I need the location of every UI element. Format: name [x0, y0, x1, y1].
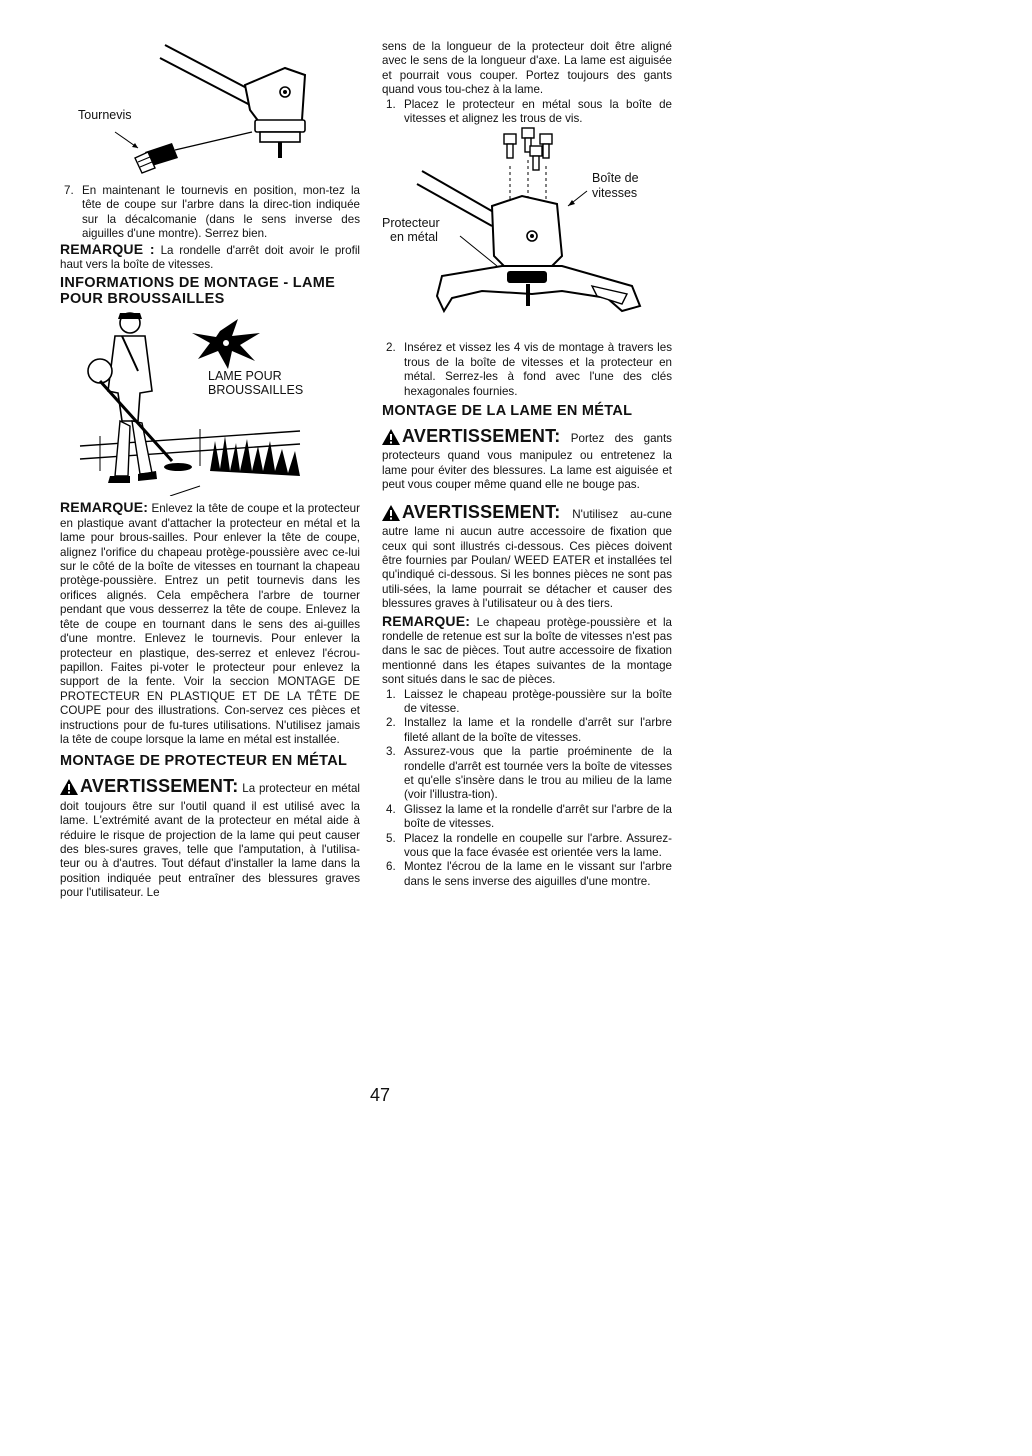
warning-title: AVERTISSEMENT: [402, 501, 561, 522]
warning-title: AVERTISSEMENT: [80, 776, 239, 797]
list-item [382, 745, 672, 803]
step-text: En maintenant le tournevis en position, mon-tez la tête de coupe sur l'arbre dans la direc-tion indiquée sur la décalcomanie (dans le sens inverse des aiguilles d'une montre). Serrez bien. [82, 184, 360, 241]
step-number: 2. [386, 716, 396, 730]
remarque-text: Enlevez la tête de coupe et la protecteur en plastique avant d'attacher la protecteur en métal et la lame pour brous-sailles. Pour enlever la tête de coupe, alignez l'orifice du chapeau protège-poussière avec ce-lui sur le côté de la boîte de vitesses en tournant la chapeau protège-poussière. Entrez un petit tournevis dans les orifices alignés. Cela empêchera l'arbre de tourner pendant que vous desserrez la tête de coupe. Enlevez la tête de coupe en tournant dans le sens des ai-guilles d'une montre. Enlevez le tournevis. Pour enlever la protecteur en plastique, des-serrez et enlevez l'écrou-papillon. Faites pi-voter le protecteur pour enlevez la support de la fente. Voir la seccion MONTAGE DE PROTECTEUR EN PLASTIQUE ET DE LA TÊTE DE COUPE pour des illustrations. Con-servez ces pièces et instructions pour de fu-tures utilisations. N'utilisez jamais la tête de coupe lorsque la lame en métal est installée. [60, 502, 360, 746]
heading-montage-lame: MONTAGE DE LA LAME EN MÉTAL [382, 403, 633, 420]
heading-montage-protecteur: MONTAGE DE PROTECTEUR EN MÉTAL [60, 753, 348, 770]
warning-2 [382, 426, 672, 493]
step-list-protecteur [382, 98, 672, 127]
list-item [60, 184, 360, 242]
warning-title: AVERTISSEMENT: [402, 426, 561, 447]
step-number: 1. [386, 97, 396, 111]
boite-label-1: Boîte de [592, 171, 639, 186]
warning-text: Portez des gants protecteurs quand vous manipulez ou entretenez la lame pour éviter des blessures. La lame est aiguisée et peut vous couper même quand elle ne bouge pas. [382, 432, 672, 492]
right-column [382, 40, 672, 889]
list-item [382, 860, 672, 889]
warning-triangle-icon [382, 505, 400, 525]
remarque-label: REMARQUE : [60, 240, 155, 257]
heading-informations-montage: INFORMATIONS DE MONTAGE - LAME POUR BROUSSAILLES [60, 275, 336, 308]
list-item [382, 98, 672, 127]
step-number: 2. [386, 341, 396, 355]
remarque-1 [60, 242, 360, 273]
warning-text: N'utilisez au-cune autre lame ni aucun autre accessoire de fixation que ceux qui sont illustrés ci-dessous. Ces pièces doivent être fournies par Poulan/ WEED EATER et installées tel qu'indiqué ci-dessous. Si les bonnes pièces ne sont pas utili-sées, la lame pourrait se détacher et causer des blessures graves à l'utilisateur ou à des tiers. [382, 507, 672, 611]
step-text: Installez la lame et la rondelle d'arrêt sur l'arbre fileté allant de la boîte de vitesses. [404, 716, 672, 744]
step-list-lame [382, 688, 672, 890]
step-number: 6. [386, 860, 396, 874]
list-item [382, 688, 672, 717]
screws [504, 128, 552, 170]
protecteur-label-1: Protecteur [382, 216, 440, 231]
lame-broussailles-label-1: LAME POUR [208, 369, 282, 384]
warning-3 [382, 501, 672, 612]
step-text: Laissez le chapeau protège-poussière sur la boîte de vitesse. [404, 687, 672, 715]
remarque-2 [60, 500, 360, 747]
step-text: Placez le protecteur en métal sous la boîte de vitesses et alignez les trous de vis. [404, 97, 672, 126]
page-number: 47 [370, 1085, 391, 1105]
warning-triangle-icon [60, 779, 78, 799]
step-text: Insérez et vissez les 4 vis de montage à travers les trous de la boîte de vitesses et la protecteur en métal. Serrez-les à fond avec l'une des clés hexagonales fournies. [404, 341, 672, 398]
figure-tournevis [60, 40, 360, 180]
list-item [382, 716, 672, 745]
protecteur-label-2: en métal [390, 230, 438, 245]
step-list-7 [60, 184, 360, 242]
step-number: 5. [386, 831, 396, 845]
remarque-label: REMARQUE: [60, 499, 149, 516]
step-number: 4. [386, 802, 396, 816]
step-number: 7. [64, 184, 74, 197]
operator-illustration [60, 311, 360, 496]
figure-protecteur-metal [382, 126, 672, 341]
warning-1 [60, 776, 360, 900]
continued-text: sens de la longueur de la protecteur doit être aligné avec le sens de la longueur d'axe. La lame est aiguisée et pourrait vous couper. Portez toujours des gants quand vous tou-chez à la lame. [382, 40, 672, 97]
list-item [382, 803, 672, 832]
remarque-text: La rondelle d'arrêt doit avoir le profil haut vers la boîte de vitesses. [60, 243, 360, 272]
warning-triangle-icon [382, 429, 400, 449]
step-text: Montez l'écrou de la lame en le vissant sur l'arbre dans le sens inverse des aiguilles d'une montre. [404, 860, 672, 888]
list-item [382, 341, 672, 399]
remarque-text: Le chapeau protège-poussière et la rondelle de retenue est sur la boîte de vitesses n'est pas dans le sac de pièces. Tout autre accessoire de fixation mentionné dans les étapes suivantes de la montage sont situés dans le sac de pièces. [382, 615, 672, 687]
warning-text: La protecteur en métal doit toujours être sur l'outil quand il est utilisé avec la lame. L'extrémité avant de la protecteur en métal aide à réduire le risque de projection de la lame qui peut causer des bles-sures graves, telle que l'amputation, à l'utilisa-teur ou à d'autres. Tout défaut d'installer la lame dans la position indiquée peut entraîner des blessures graves pour l'utilisateur. Le [60, 782, 360, 900]
step-text: Glissez la lame et la rondelle d'arrêt sur l'arbre de la boîte de vitesses. [404, 802, 672, 831]
remarque-3 [382, 614, 672, 688]
remarque-label: REMARQUE: [382, 612, 471, 629]
step-list-protecteur-2 [382, 341, 672, 399]
step-number: 3. [386, 745, 396, 759]
lame-broussailles-label-2: BROUSSAILLES [208, 383, 304, 398]
step-text: Assurez-vous que la partie proéminente de la rondelle d'arrêt est tournée vers la boîte de vitesses et qu'elle s'insère dans le trou au milieu de la lame (voir l'illustra-tion). [404, 745, 672, 802]
step-number: 1. [386, 687, 396, 701]
figure-lame-broussailles [60, 311, 360, 496]
left-column [60, 40, 360, 901]
boite-label-2: vitesses [592, 186, 638, 201]
tournevis-label: Tournevis [78, 108, 132, 122]
step-text: Placez la rondelle en coupelle sur l'arbre. Assurez-vous que la face évasée est orientée vers la lame. [404, 831, 672, 860]
list-item [382, 832, 672, 861]
